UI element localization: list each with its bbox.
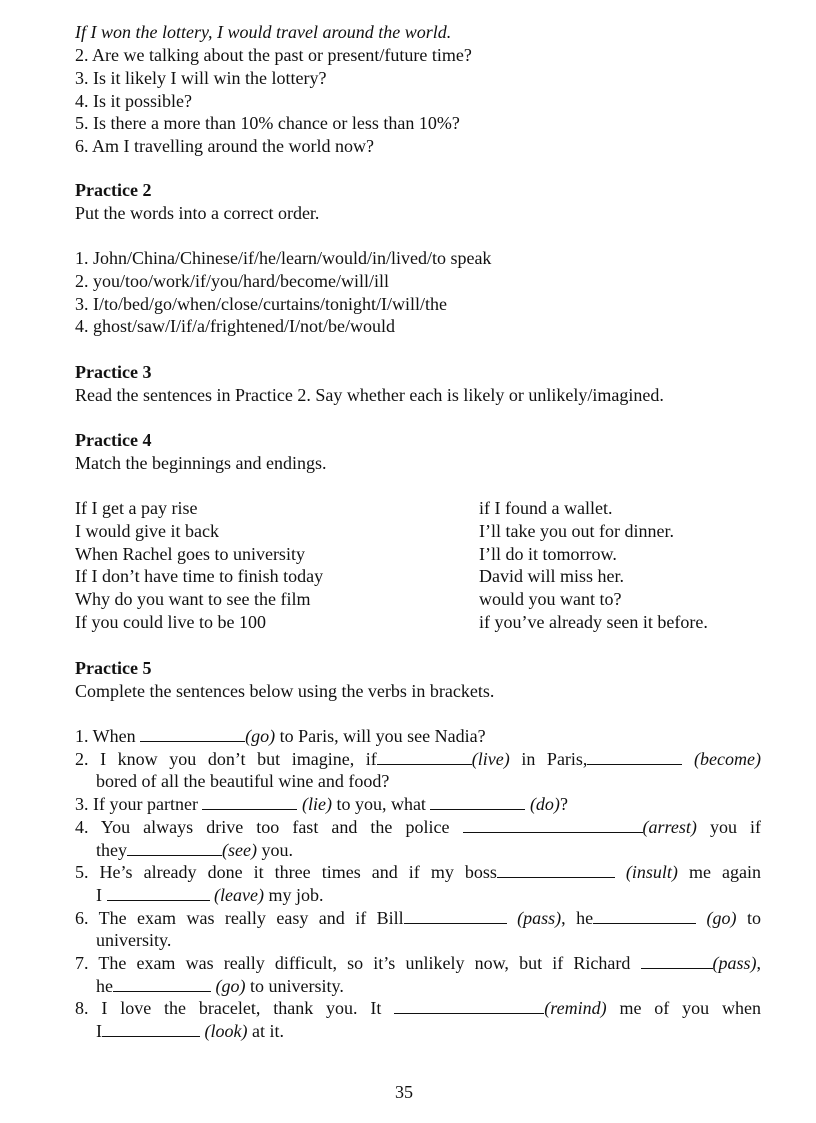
example-sentence: If I won the lottery, I would travel around the world. [75,22,452,42]
verb-hint: (pass) [712,953,757,973]
question-item: 6. Am I travelling around the world now? [75,136,374,157]
sentence-text: 2. I know you don’t but imagine, if [75,748,377,769]
practice5-line [75,952,761,974]
answer-blank[interactable] [140,726,245,742]
sentence-text: I [96,1021,102,1042]
sentence-text: you. [256,839,293,860]
practice5-line [75,907,761,929]
verb-hint: (go) [211,975,246,996]
answer-blank[interactable] [641,953,713,969]
sentence-text: to you, what [331,794,431,815]
sentence-text: 3. If your partner [75,794,203,815]
practice5-heading: Practice 5 [75,658,152,678]
sentence-text: to university. [245,975,344,996]
answer-blank[interactable] [102,1021,200,1037]
sentence-text: my job. [263,884,324,905]
verb-hint: (live) [471,748,510,769]
practice4-heading: Practice 4 [75,430,152,450]
practice5-line [96,929,171,951]
sentence-text: 1. When [75,726,141,746]
answer-blank[interactable] [463,817,643,833]
sentence-text: to Paris, will you see Nadia? [275,726,486,746]
practice5-line [96,884,323,906]
beginning-item: Why do you want to see the film [75,589,311,610]
ending-item: if you’ve already seen it before. [479,612,708,632]
answer-blank[interactable] [587,749,682,765]
ending-item: I’ll do it tomorrow. [479,543,617,564]
practice5-line [96,1020,284,1042]
sentence-text: ? [559,794,568,815]
beginning-item: When Rachel goes to university [75,543,305,564]
practice5-line [75,793,568,815]
sentence-text: university. [96,930,172,951]
sentence-text: 7. The exam was really difficult, so it’s unlikely now, but if Richard [75,953,641,973]
sentence-text: 4. You always drive too fast and the police [75,816,463,837]
verb-hint: (lie) [297,794,332,815]
sentence-text: , [756,953,761,973]
practice5-instruction: Complete the sentences below using the verbs in brackets. [75,681,495,701]
answer-blank[interactable] [107,885,210,901]
beginning-item: I would give it back [75,520,219,541]
practice2-instruction: Put the words into a correct order. [75,203,320,223]
practice5-line [96,975,344,997]
verb-hint: (do) [525,794,560,815]
verb-hint: (remind) [544,998,607,1019]
sentence-text: 6. The exam was really easy and if Bill [75,907,404,928]
practice3-heading: Practice 3 [75,362,152,382]
sentence-text: 5. He’s already done it three times and if my boss [75,862,497,883]
practice5-line [75,748,761,770]
answer-blank[interactable] [593,908,696,924]
practice2-item: 1. John/China/Chinese/if/he/learn/would/in/lived/to speak [75,248,492,268]
sentence-text: , he [561,907,594,928]
verb-hint: (pass) [506,907,562,928]
verb-hint: (arrest) [642,816,697,837]
practice5-line [75,725,486,747]
beginning-item: If you could live to be 100 [75,612,266,632]
question-item: 3. Is it likely I will win the lottery? [75,67,327,88]
answer-blank[interactable] [377,749,472,765]
question-item: 5. Is there a more than 10% chance or less than 10%? [75,113,460,134]
sentence-text: to [736,907,761,928]
answer-blank[interactable] [113,976,211,992]
answer-blank[interactable] [394,998,544,1014]
verb-hint: (look) [200,1021,248,1042]
answer-blank[interactable] [202,794,297,810]
answer-blank[interactable] [430,794,525,810]
verb-hint: (go) [245,726,276,746]
verb-hint: (see) [222,839,257,860]
practice4-instruction: Match the beginnings and endings. [75,453,327,473]
practice2-item: 3. I/to/bed/go/when/close/curtains/tonight/I/will/the [75,293,447,314]
sentence-text: at it. [247,1021,284,1042]
verb-hint: (leave) [209,884,264,905]
answer-blank[interactable] [127,840,222,856]
beginning-item: If I get a pay rise [75,498,198,518]
beginning-item: If I don’t have time to finish today [75,566,324,587]
verb-hint: (go) [696,907,737,928]
ending-item: I’ll take you out for dinner. [479,520,674,541]
sentence-text: they [96,839,127,860]
practice3-instruction: Read the sentences in Practice 2. Say whether each is likely or unlikely/imagined. [75,385,664,405]
practice2-item: 4. ghost/saw/I/if/a/frightened/I/not/be/would [75,316,395,337]
practice5-line [96,770,389,792]
ending-item: David will miss her. [479,566,624,587]
answer-blank[interactable] [404,908,507,924]
practice2-heading: Practice 2 [75,180,152,200]
ending-item: if I found a wallet. [479,498,613,518]
verb-hint: (insult) [614,862,678,883]
sentence-text: 8. I love the bracelet, thank you. It [75,998,395,1019]
sentence-text: in Paris, [509,748,588,769]
sentence-text: me of you when [606,998,761,1019]
answer-blank[interactable] [497,862,615,878]
page-number: 35 [395,1082,413,1102]
practice2-item: 2. you/too/work/if/you/hard/become/will/ill [75,270,389,291]
sentence-text: he [96,975,113,996]
verb-hint: (become) [682,748,761,769]
practice5-line [96,839,293,861]
sentence-text: I [96,884,107,905]
practice5-line [75,816,761,838]
sentence-text: you if [696,816,762,837]
practice5-line [75,997,761,1019]
practice5-line [75,861,761,883]
question-item: 4. Is it possible? [75,90,192,111]
sentence-text: bored of all the beautiful wine and food? [96,771,390,792]
ending-item: would you want to? [479,589,622,610]
sentence-text: me again [677,862,761,883]
question-item: 2. Are we talking about the past or present/future time? [75,45,472,65]
